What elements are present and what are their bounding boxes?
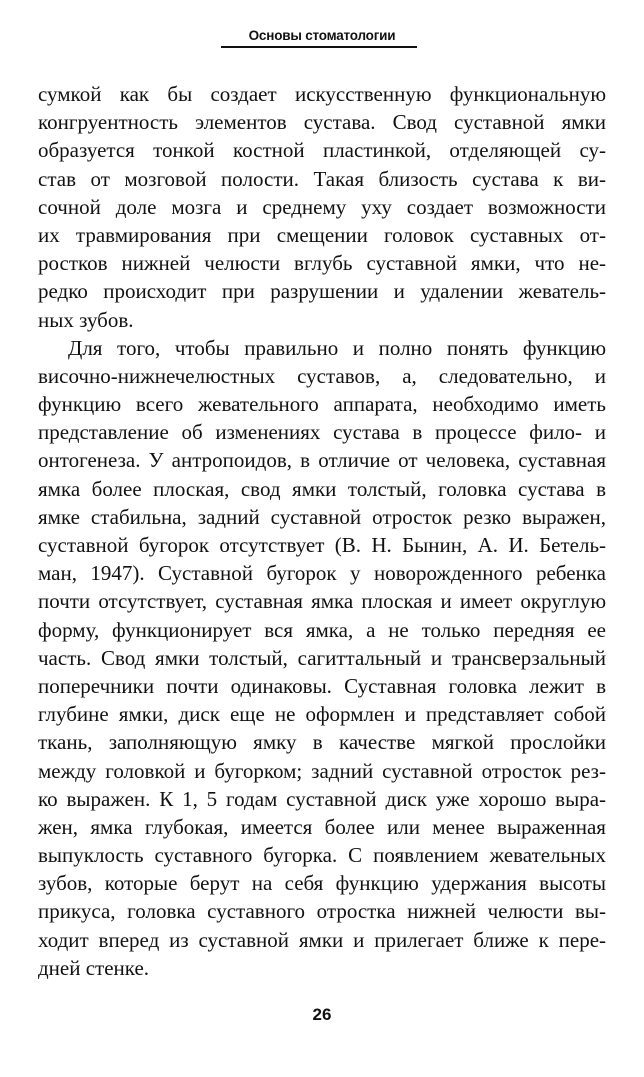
text-line: ямке стабильна, задний суставной отросток резко выражен,: [38, 504, 606, 529]
text-line: поперечники почти одинаковы. Суставная головка лежит в: [38, 673, 606, 698]
text-line: представление об изменениях сустава в процессе фило- и: [38, 420, 606, 445]
text-line: ростков нижней челюсти вглубь суставной ямки, что не-: [38, 251, 607, 276]
text-line: прикуса, головка суставного отростка нижней челюсти вы-: [38, 899, 606, 924]
text-line: редко происходит при разрушении и удалении жеватель-: [38, 279, 607, 304]
text-line: жен, ямка глубокая, имеется более или менее выраженная: [38, 814, 606, 839]
text-line: конгруентность элементов сустава. Свод суставной ямки: [38, 110, 606, 135]
text-line: выпуклость суставного бугорка. С появлением жевательных: [38, 843, 606, 868]
text-line: височно-нижнечелюстных суставов, а, следовательно, и: [38, 363, 606, 388]
text-line: между головкой и бугорком; задний суставной отросток рез-: [38, 758, 606, 783]
text-line: суставной бугорок отсутствует (В. Н. Бынин, А. И. Бетель-: [38, 533, 607, 557]
text-line: сочной доле мозга и среднему уху создает возможности: [38, 194, 606, 219]
paragraph-1: [38, 80, 606, 334]
body-text: [38, 80, 606, 982]
text-line: функцию всего жевательного аппарата, необходимо иметь: [38, 392, 606, 417]
text-line: ходит вперед из суставной ямки и прилегает ближе к пере-: [38, 927, 607, 952]
text-line: ман, 1947). Суставной бугорок у новорожденного ребенка: [38, 561, 606, 586]
text-line: сумкой как бы создает искусственную функциональную: [38, 82, 607, 106]
text-line: став от мозговой полости. Такая близость сустава к ви-: [38, 166, 607, 191]
text-line: глубине ямки, диск еще не оформлен и представляет собой: [38, 702, 607, 727]
text-line: дней стенке.: [38, 955, 150, 980]
text-line: часть. Свод ямки толстый, сагиттальный и трансверзальный: [38, 645, 606, 670]
text-line: ткань, заполняющую ямку в качестве мягкой прослойки: [38, 730, 607, 755]
text-line: онтогенеза. У антропоидов, в отличие от человека, суставная: [38, 448, 607, 473]
text-line: форму, функционирует вся ямка, а не только передняя ее: [38, 617, 606, 642]
paragraph-2: [38, 334, 606, 982]
text-line: ко выражен. К 1, 5 годам суставной диск уже хорошо выра-: [38, 786, 607, 811]
text-line: Для того, чтобы правильно и полно понять функцию: [68, 335, 607, 360]
text-line: ямка более плоская, свод ямки толстый, головка сустава в: [38, 476, 607, 501]
text-line: образуется тонкой костной пластинкой, отделяющей су-: [38, 138, 606, 163]
text-line: зубов, которые берут на себя функцию удержания высоты: [38, 871, 607, 896]
header-rule: [221, 46, 417, 48]
text-line: их травмирования при смещении головок суставных от-: [38, 222, 606, 247]
running-header: Основы стоматологии: [248, 28, 396, 43]
text-line: ных зубов.: [38, 307, 134, 332]
page-number: 26: [312, 1005, 332, 1024]
text-line: почти отсутствует, суставная ямка плоская и имеет округлую: [38, 589, 607, 614]
